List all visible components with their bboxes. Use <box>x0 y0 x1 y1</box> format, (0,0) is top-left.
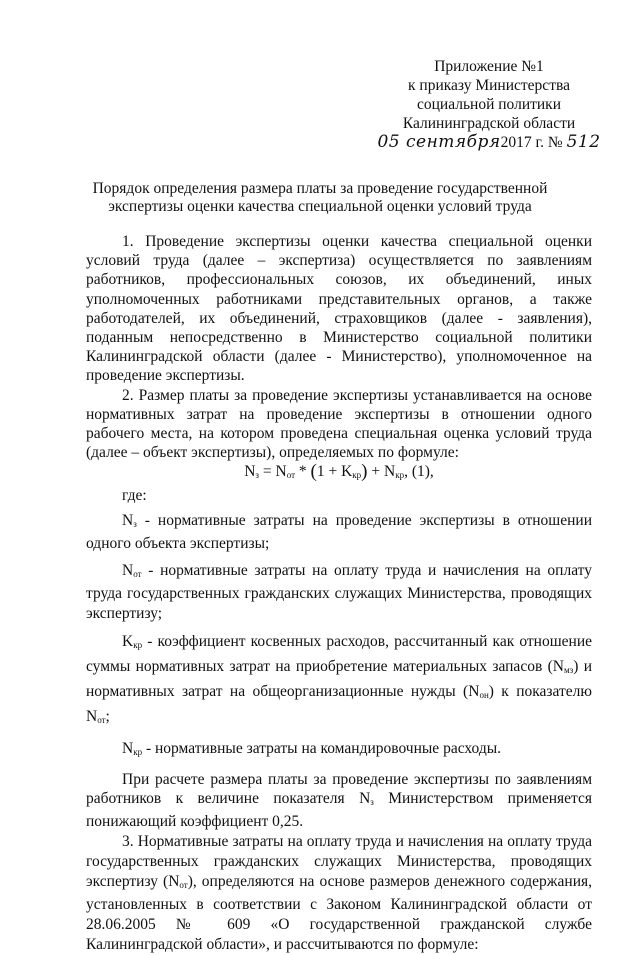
paragraph-2: 2. Размер платы за проведение экспертизы устанавливается на основе нормативных затрат на проведение экспертизы в отношении одного рабочего места, на котором проведена специальная оценка условий труда (далее – объект экспертизы), определяемых по формуле: <box>86 386 592 462</box>
handwritten-order-number: 512 <box>566 132 601 152</box>
order-year: 2017 г. № <box>500 134 563 151</box>
appendix-line-2: к приказу Министерства <box>408 77 570 94</box>
handwritten-date: 05 сентября <box>377 132 501 152</box>
title-line-1: Порядок определения размера платы за проведение государственной <box>92 180 548 197</box>
appendix-date-line <box>376 133 602 152</box>
document-title <box>90 180 550 216</box>
definition-n-ot: $N_{от}$ - нормативные затраты на оплату труда и начисления на оплату труда государственных гражданских служащих Министерства, проводящих экспертизу; <box>86 562 592 622</box>
document-body <box>86 232 592 955</box>
definition-k-kr: $K_{кр}$ - коэффициент косвенных расходов, рассчитанный как отношение суммы нормативных затрат на приобретение материальных запасов $(N_{мз})$ и нормативных затрат на общеорганизационные нужды $(N_{он})$ к показателю $N_{от}$; <box>86 632 592 725</box>
title-line-2: экспертизы оценки качества специальной оценки условий труда <box>108 198 532 215</box>
appendix-line-1: Приложение №1 <box>434 58 544 75</box>
paragraph-3: 3. Нормативные затраты на оплату труда и начисления на оплату труда государственных гражданских служащих Министерства, проводящих экспертизу $(N_{от})$, определяются на основе размеров денежного содержания, установленных в соответствии с Законом Калининградской области от 28.06.2005 № 609 «О государственной гражданской службе Калининградской области», и рассчитываются по формуле: <box>86 832 592 953</box>
appendix-line-4: Калининградской области <box>402 115 576 132</box>
formula-1: $N_з = N_{от} * (1 + K_{кр}) + N_{кр}$, (1), <box>244 461 434 483</box>
where-label: где: <box>122 486 147 504</box>
paragraph-1: 1. Проведение экспертизы оценки качества специальной оценки условий труда (далее – экспертиза) осуществляется по заявлениям работников, профессиональных союзов, их объединений, иных уполномоченных работниками представительных органов, а также работодателей, их объединений, страховщиков (далее - заявления), поданным непосредственно в Министерство социальной политики Калининградской области (далее - Министерство), уполномоченное на проведение экспертизы. <box>86 233 592 385</box>
paragraph-reduction: При расчете размера платы за проведение экспертизы по заявлениям работников к величине показателя $N_з$ Министерством применяется понижающий коэффициент 0,25. <box>86 771 592 831</box>
definition-n-kr: $N_{кр}$ - нормативные затраты на командировочные расходы. <box>122 739 502 757</box>
appendix-line-3: социальной политики <box>416 96 562 113</box>
definition-n-z: $N_з$ - нормативные затраты на проведение экспертизы в отношении одного объекта экспертизы; <box>86 511 592 553</box>
appendix-header <box>376 57 602 152</box>
